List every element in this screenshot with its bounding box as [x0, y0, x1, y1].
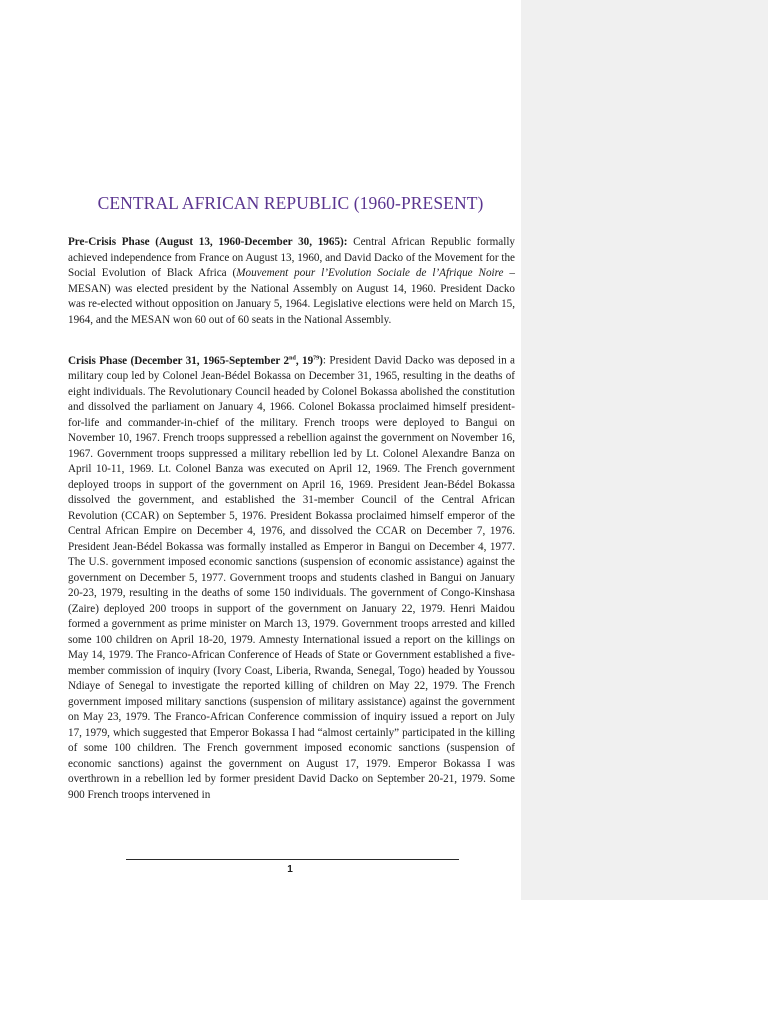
crisis-heading: [68, 355, 323, 367]
pre-crisis-text-a: Central African Republic formally achieved independence from France on August 13, 1960, and David Dacko of the Movement for the Social Evolution of Black Africa (: [68, 236, 516, 279]
crisis-heading-sup-79: 79: [313, 355, 320, 361]
crisis-heading-text: Crisis Phase (December 31, 1965-September 2: [68, 354, 290, 367]
mesan-french-name: Mouvement pour l’Evolution Sociale de l’Afrique Noire: [236, 267, 504, 279]
comment-margin-pane: [521, 0, 768, 900]
pre-crisis-paragraph: [68, 235, 515, 328]
pre-crisis-heading: Pre-Crisis Phase (August 13, 1960-December 30, 1965):: [68, 236, 348, 248]
document-title: CENTRAL AFRICAN REPUBLIC (1960-PRESENT): [97, 193, 484, 213]
pre-crisis-text-b: – MESAN) was elected president by the National Assembly on August 14, 1960. President Dacko was re-elected without opposition on January 5, 1964. Legislative elections were held on March 15, 1964, and the MESAN won 60 out of 60 seats in the National Assembly.: [68, 267, 515, 326]
crisis-heading-sup-nd: nd: [289, 355, 296, 361]
crisis-heading-mid: , 19: [295, 354, 314, 367]
crisis-paragraph: [68, 351, 515, 803]
footer-rule: [126, 859, 459, 860]
page-number: 1: [287, 864, 293, 875]
crisis-heading-end: ): [319, 354, 323, 367]
crisis-text: : President David Dacko was deposed in a military coup led by Colonel Jean-Bédel Bokassa on December 31, 1965, resulting in the deaths of eight individuals. The Revolutionary Council headed by Colonel Bokassa abolished the constitution and dissolved the parliament on January 4, 1966. Colonel Bokassa proclaimed himself president-for-life and commander-in-chief of the military. French troops were deployed to Bangui on November 10, 1967. French troops suppressed a rebellion against the government on November 16, 1967. Government troops suppressed a military rebellion led by Lt. Colonel Alexandre Banza on April 10-11, 1969. Lt. Colonel Banza was executed on April 12, 1969. The French government deployed troops in support of the government on April 16, 1969. President Jean-Bédel Bokassa dissolved the government, and established the 31-member Council of the Central African Revolution (CCAR) on September 5, 1976. President Bokassa proclaimed himself emperor of the Central African Empire on December 4, 1976, and dissolved the CCAR on December 7, 1976. President Jean-Bédel Bokassa was formally installed as Emperor in Bangui on December 4, 1977. The U.S. government imposed economic sanctions (suspension of economic assistance) against the government on December 5, 1977. Government troops and students clashed in Bangui on January 20-23, 1979, resulting in the deaths of some 150 individuals. The government of Congo-Kinshasa (Zaire) deployed 200 troops in support of the government on January 22, 1979. Henri Maidou formed a government as prime minister on March 13, 1979. Government troops arrested and killed some 100 children on April 18-20, 1979. Amnesty International issued a report on the killings on May 14, 1979. The Franco-African Conference of Heads of State or Government established a five-member commission of inquiry (Ivory Coast, Liberia, Rwanda, Senegal, Togo) headed by Youssou Ndiaye of Senegal to investigate the reported killing of children on May 22, 1979. The French government imposed military sanctions (suspension of military assistance) against the government on May 23, 1979. The Franco-African Conference commission of inquiry issued a report on July 17, 1979, which suggested that Emperor Bokassa I had “almost certainly” participated in the killing of some 100 children. The French government imposed economic sanctions (suspension of economic sanctions) against the government on August 17, 1979. Emperor Bokassa I was overthrown in a rebellion led by former president David Dacko on September 20-21, 1979. Some 900 French troops intervened in: [68, 354, 515, 801]
